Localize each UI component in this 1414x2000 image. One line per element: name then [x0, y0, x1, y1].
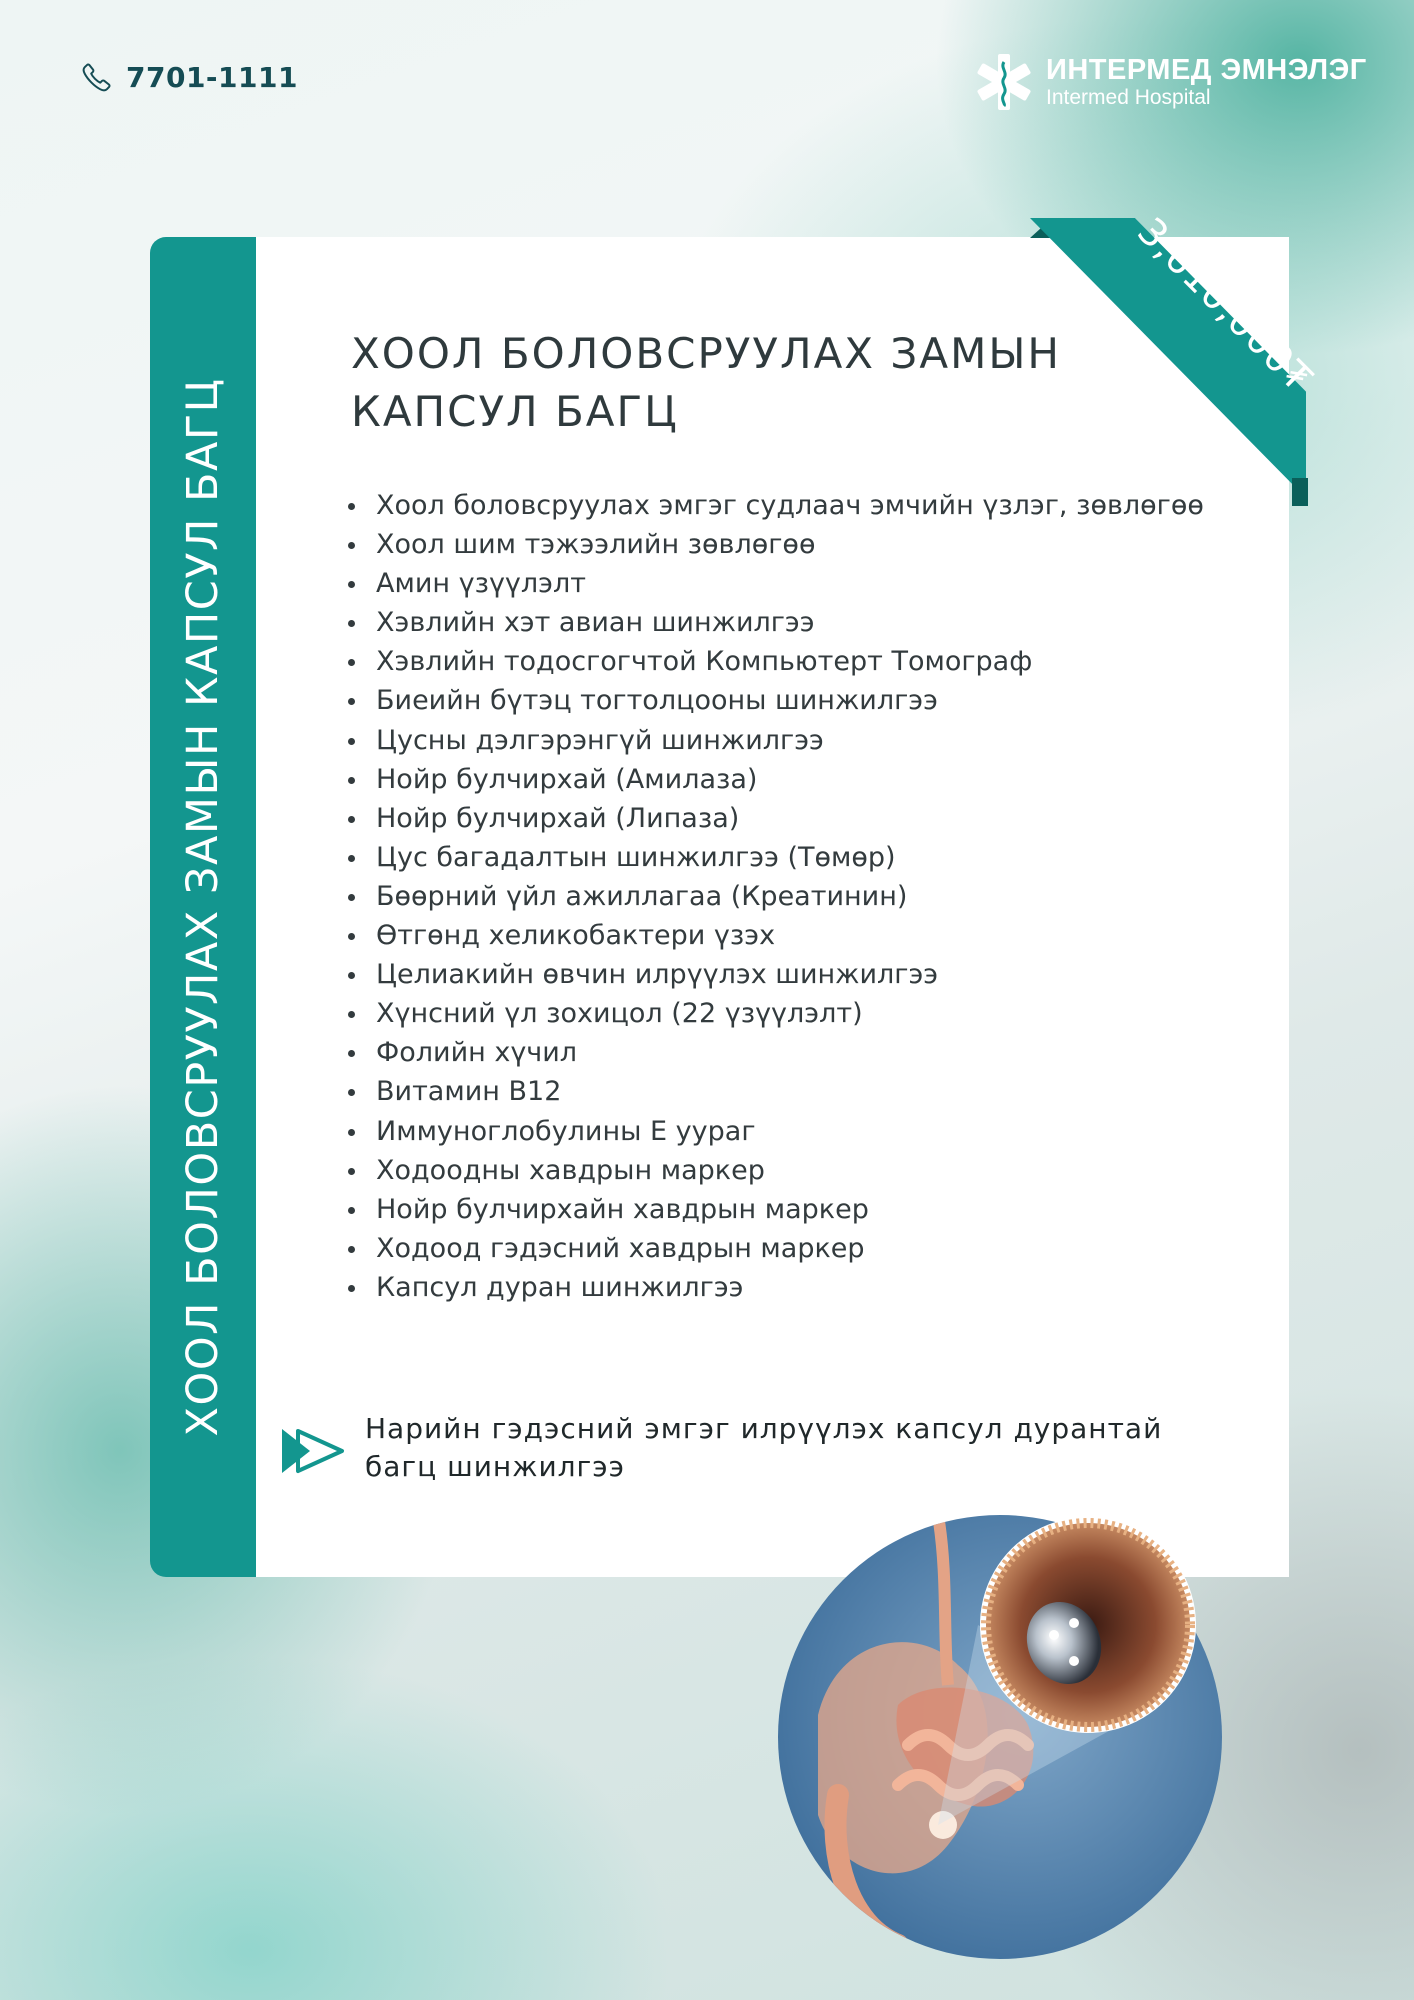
list-item: Нойр булчирхай (Амилаза)	[348, 760, 1204, 799]
list-item: Хүнсний үл зохицол (22 үзүүлэлт)	[348, 994, 1204, 1033]
list-item: Иммуноглобулины E уураг	[348, 1112, 1204, 1151]
medical-star-icon	[972, 50, 1036, 114]
package-title-line1: ХООЛ БОЛОВСРУУЛАХ ЗАМЫН	[351, 329, 1061, 378]
phone-number: 7701-1111	[126, 60, 298, 94]
side-banner	[150, 237, 256, 1577]
side-banner-label: ХООЛ БОЛОВСРУУЛАХ ЗАМЫН КАПСУЛ БАГЦ	[178, 377, 228, 1437]
list-item: Амин үзүүлэлт	[348, 564, 1204, 603]
list-item: Хоол шим тэжээлийн зөвлөгөө	[348, 525, 1204, 564]
list-item: Хэвлийн хэт авиан шинжилгээ	[348, 603, 1204, 642]
list-item: Хоол боловсруулах эмгэг судлаач эмчийн үзлэг, зөвлөгөө	[348, 486, 1204, 525]
hospital-name-en: Intermed Hospital	[1046, 86, 1211, 109]
price-label: 3,610,000₮	[1128, 208, 1322, 402]
list-item: Целиакийн өвчин илрүүлэх шинжилгээ	[348, 955, 1204, 994]
ribbon-fold-bottom	[1292, 478, 1308, 506]
package-note-line2: багц шинжилгээ	[365, 1450, 625, 1483]
list-item: Цусны дэлгэрэнгүй шинжилгээ	[348, 721, 1204, 760]
package-note-line1: Нарийн гэдэсний эмгэг илрүүлэх капсул дурантай	[365, 1412, 1163, 1445]
list-item: Биеийн бүтэц тогтолцооны шинжилгээ	[348, 681, 1204, 720]
hospital-logo	[972, 50, 1367, 114]
package-note	[365, 1410, 1162, 1486]
list-item: Цус багадалтын шинжилгээ (Төмөр)	[348, 838, 1204, 877]
double-play-arrow-icon	[280, 1425, 346, 1477]
list-item: Бөөрний үйл ажиллагаа (Креатинин)	[348, 877, 1204, 916]
package-title-line2: КАПСУЛ БАГЦ	[351, 387, 679, 436]
list-item: Нойр булчирхай (Липаза)	[348, 799, 1204, 838]
list-item: Өтгөнд хеликобактери үзэх	[348, 916, 1204, 955]
phone-icon	[80, 60, 114, 94]
list-item: Витамин B12	[348, 1072, 1204, 1111]
list-item: Фолийн хүчил	[348, 1033, 1204, 1072]
package-title	[351, 325, 1111, 441]
list-item: Ходоод гэдэсний хавдрын маркер	[348, 1229, 1204, 1268]
list-item: Нойр булчирхайн хавдрын маркер	[348, 1190, 1204, 1229]
hospital-name: ИНТЕРМЕД ЭМНЭЛЭГ	[1046, 54, 1367, 86]
list-item: Хэвлийн тодосгогчтой Компьютерт Томограф	[348, 642, 1204, 681]
list-item: Ходоодны хавдрын маркер	[348, 1151, 1204, 1190]
list-item: Капсул дуран шинжилгээ	[348, 1268, 1204, 1307]
phone-contact[interactable]	[80, 60, 298, 94]
package-items-list	[348, 486, 1204, 1307]
capsule-endoscopy-illustration	[778, 1515, 1223, 1960]
